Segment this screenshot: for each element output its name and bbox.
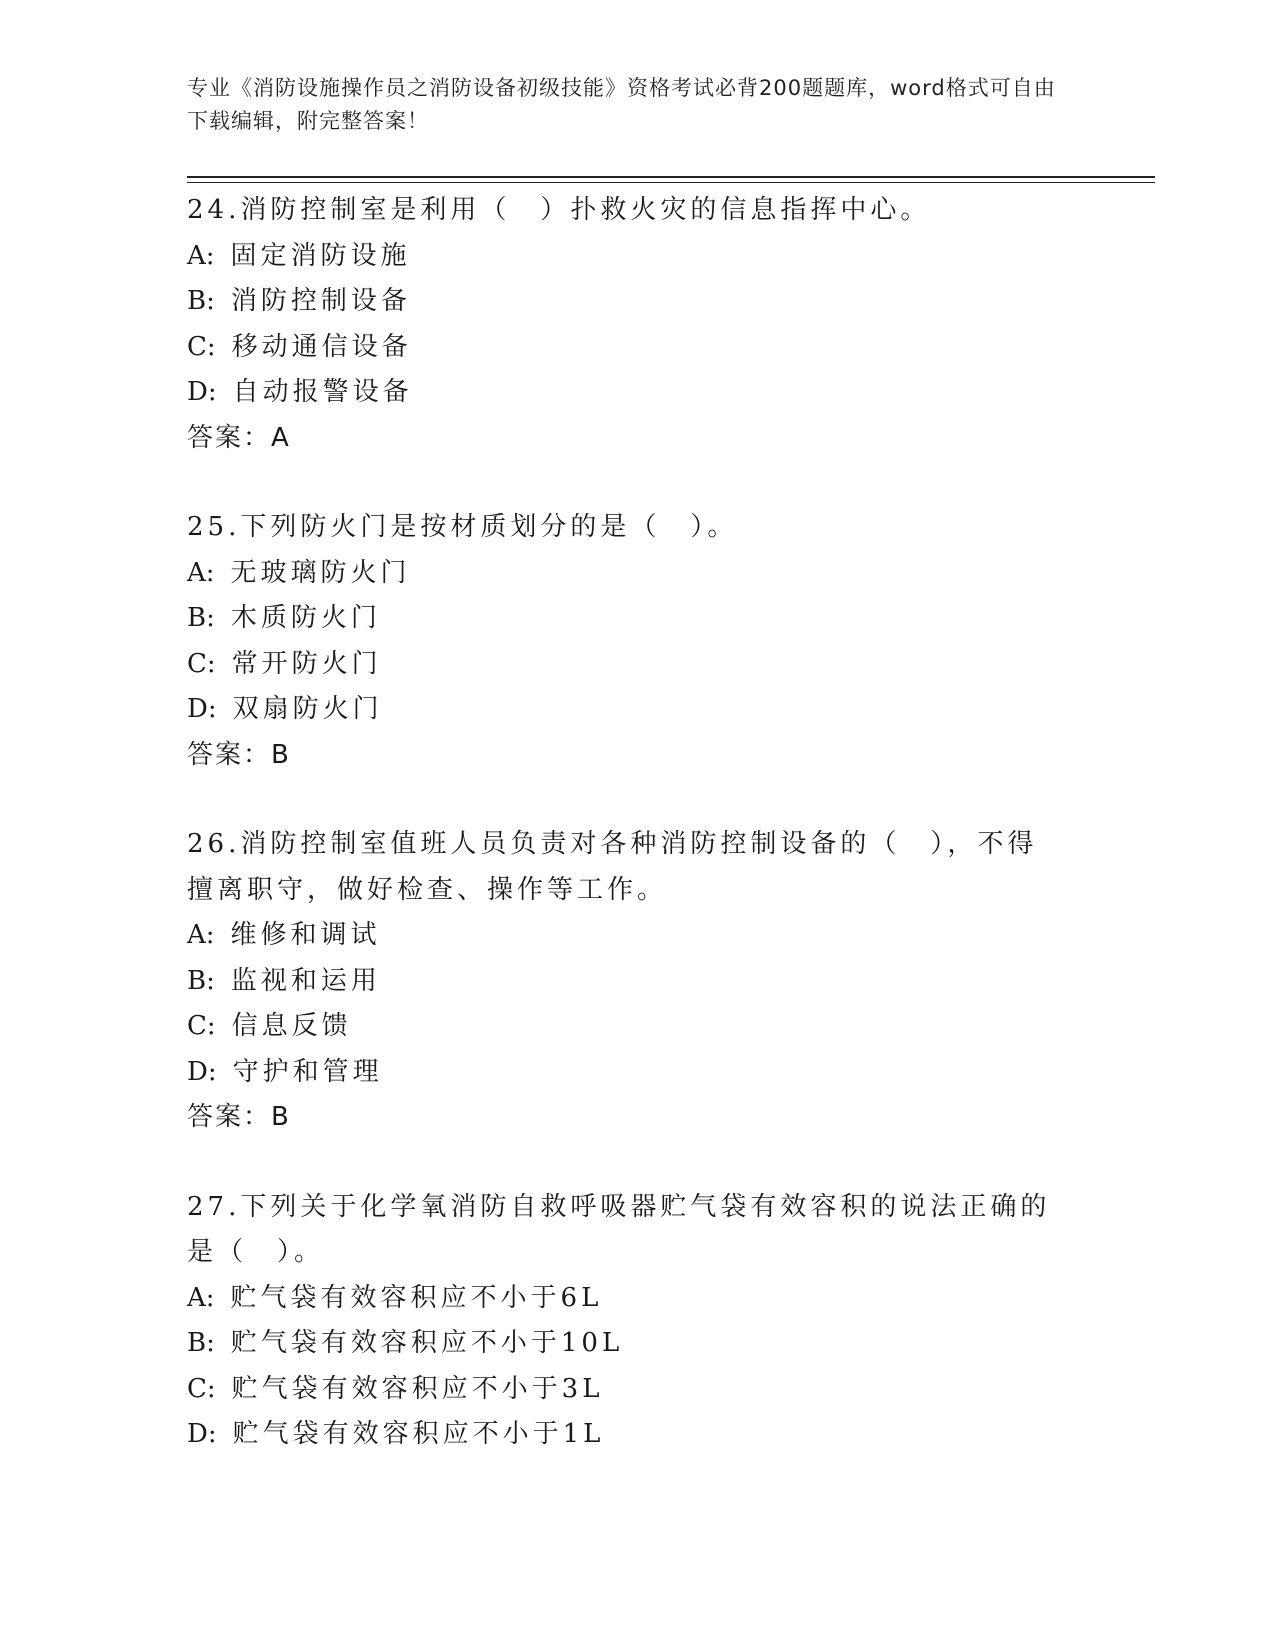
option-b: B: 消防控制设备 xyxy=(187,286,411,316)
question-24 xyxy=(187,188,1087,461)
option-c: C: 贮气袋有效容积应不小于3L xyxy=(187,1373,604,1404)
option-c: C: 信息反馈 xyxy=(187,1011,352,1041)
option-d: D: 贮气袋有效容积应不小于1L xyxy=(187,1419,605,1449)
answer-label: 答案：A xyxy=(187,422,291,453)
option-a: A: 固定消防设施 xyxy=(187,240,411,271)
option-a: A: 贮气袋有效容积应不小于6L xyxy=(187,1282,603,1313)
option-c: C: 常开防火门 xyxy=(187,648,382,679)
question-stem: 27.下列关于化学氧消防自救呼吸器贮气袋有效容积的说法正确的是（ ）。 xyxy=(187,1191,1051,1267)
question-26 xyxy=(187,822,1087,1141)
option-c: C: 移动通信设备 xyxy=(187,331,412,362)
option-d: D: 自动报警设备 xyxy=(187,377,413,407)
option-b: B: 监视和运用 xyxy=(187,965,381,996)
option-d: D: 守护和管理 xyxy=(187,1056,383,1087)
question-stem: 26.消防控制室值班人员负责对各种消防控制设备的（ ），不得擅离职守，做好检查、操作等工作。 xyxy=(187,829,1038,905)
question-stem: 25.下列防火门是按材质划分的是（ ）。 xyxy=(187,512,738,542)
document-header: 专业《消防设施操作员之消防设备初级技能》资格考试必背200题题库，word格式可自由下载编辑，附完整答案！ xyxy=(187,76,1056,133)
question-list xyxy=(187,188,1087,1502)
question-27 xyxy=(187,1185,1087,1458)
answer-label: 答案：B xyxy=(187,1102,291,1132)
header-divider-thin xyxy=(187,182,1155,183)
option-b: B: 木质防火门 xyxy=(187,603,381,633)
option-d: D: 双扇防火门 xyxy=(187,694,383,724)
question-25 xyxy=(187,505,1087,778)
header-divider-thick xyxy=(187,176,1155,178)
option-a: A: 维修和调试 xyxy=(187,920,381,950)
option-b: B: 贮气袋有效容积应不小于10L xyxy=(187,1328,624,1358)
option-a: A: 无玻璃防火门 xyxy=(187,557,411,588)
answer-label: 答案：B xyxy=(187,739,291,770)
question-stem: 24.消防控制室是利用（ ）扑救火灾的信息指挥中心。 xyxy=(187,195,931,225)
